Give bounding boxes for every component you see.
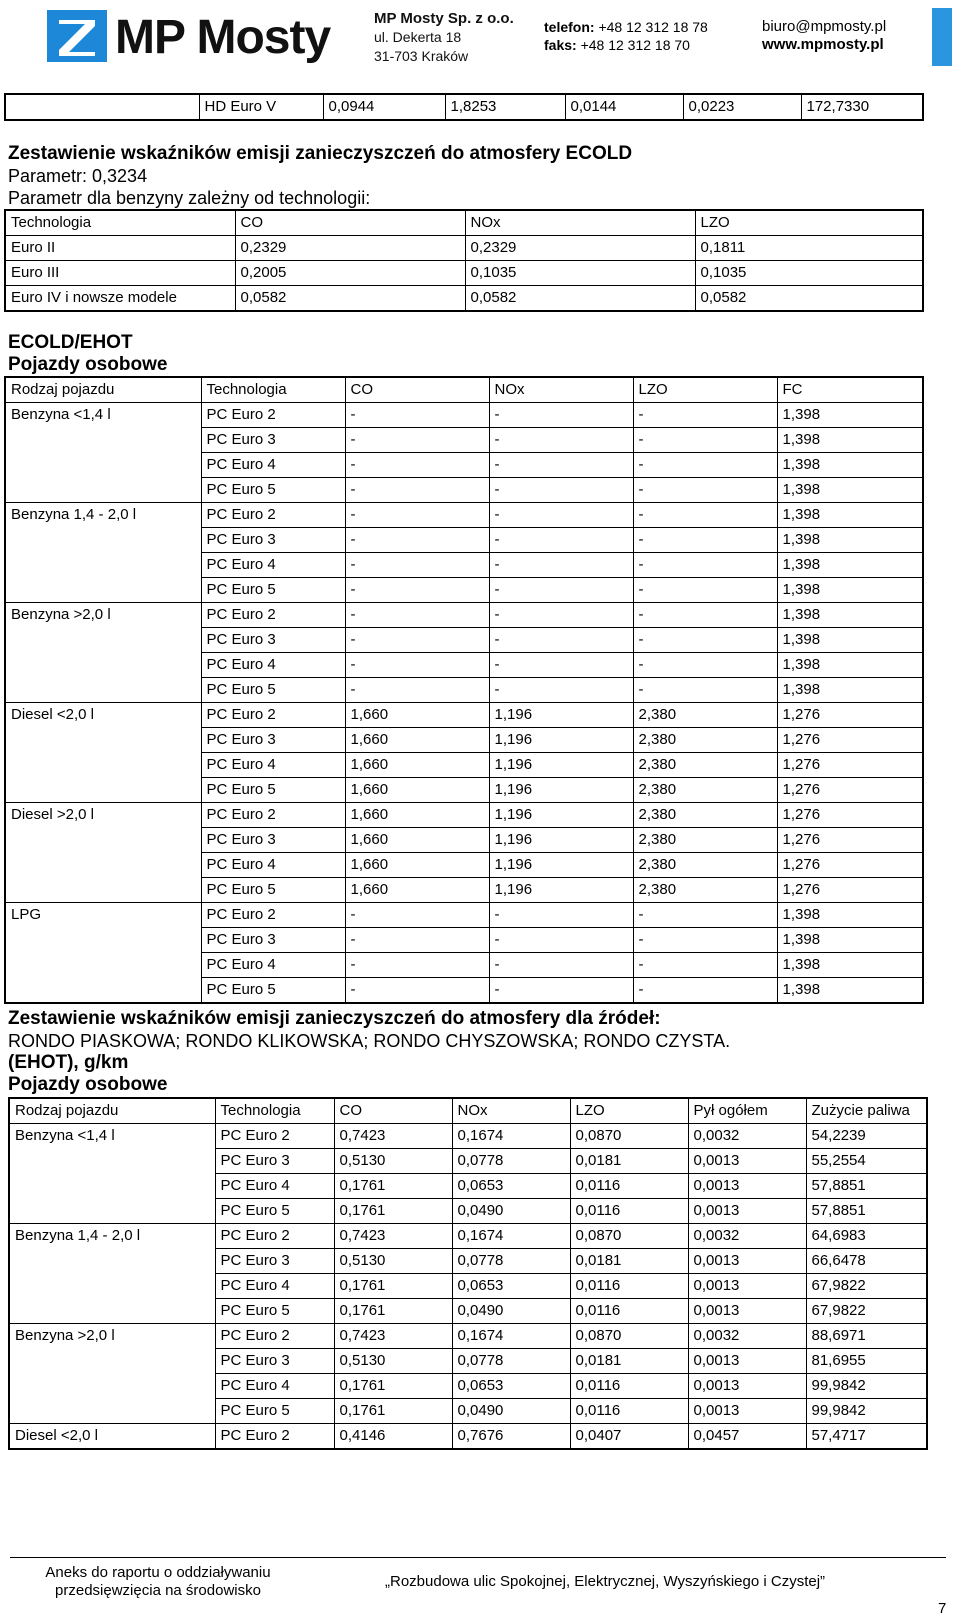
column-header: CO <box>334 1098 452 1124</box>
table-cell: 0,0116 <box>570 1299 688 1324</box>
hd-euro-v-row-table <box>4 93 924 121</box>
table-cell: 1,398 <box>777 628 923 653</box>
table-cell: 64,6983 <box>806 1224 927 1249</box>
table-cell: 0,0116 <box>570 1199 688 1224</box>
vehicle-type-cell: Diesel >2,0 l <box>5 803 201 903</box>
table-cell: 0,0032 <box>688 1324 806 1349</box>
contact-phones <box>544 18 708 54</box>
table-row <box>5 703 923 728</box>
table-cell: 1,196 <box>489 828 633 853</box>
table-header-row <box>9 1098 927 1124</box>
table-cell: 99,9842 <box>806 1374 927 1399</box>
table-cell: - <box>345 503 489 528</box>
table-cell: 0,7423 <box>334 1324 452 1349</box>
table-cell: - <box>345 678 489 703</box>
column-header: Zużycie paliwa <box>806 1098 927 1124</box>
vehicle-type-cell: Diesel <2,0 l <box>5 703 201 803</box>
table-row <box>5 903 923 928</box>
company-logo-text: MP Mosty <box>115 11 331 64</box>
table-cell: 0,2329 <box>465 236 695 261</box>
table-cell: - <box>489 478 633 503</box>
table-cell: 1,398 <box>777 603 923 628</box>
ratio-table <box>4 376 924 1004</box>
table-cell: 2,380 <box>633 728 777 753</box>
table-cell: 1,196 <box>489 878 633 903</box>
table-cell: - <box>345 953 489 978</box>
table-cell: PC Euro 5 <box>215 1299 334 1324</box>
ehot-unit: (EHOT), g/km <box>8 1052 129 1073</box>
table-cell: 0,0013 <box>688 1274 806 1299</box>
table-cell: - <box>345 403 489 428</box>
table-cell: PC Euro 4 <box>215 1374 334 1399</box>
table-cell: PC Euro 2 <box>201 703 345 728</box>
table-cell: 0,1761 <box>334 1374 452 1399</box>
table-cell: 1,8253 <box>445 94 565 120</box>
table-cell: 0,7423 <box>334 1224 452 1249</box>
column-header: LZO <box>695 210 923 236</box>
ratio-heading: ECOLD/EHOT <box>8 332 133 353</box>
table-cell: - <box>489 653 633 678</box>
table-cell: - <box>345 603 489 628</box>
table-cell: PC Euro 4 <box>201 653 345 678</box>
table-row <box>5 261 923 286</box>
table-cell: PC Euro 4 <box>215 1274 334 1299</box>
table-cell: 0,0653 <box>452 1174 570 1199</box>
table-cell: 0,0116 <box>570 1374 688 1399</box>
table-cell: 0,0116 <box>570 1399 688 1424</box>
table-cell: 0,7676 <box>452 1424 570 1450</box>
column-header: Technologia <box>201 377 345 403</box>
table-cell: 0,0407 <box>570 1424 688 1450</box>
table-cell: - <box>489 503 633 528</box>
fax-label: faks: <box>544 37 577 53</box>
table-cell: PC Euro 5 <box>201 878 345 903</box>
ehot-subheading: Pojazdy osobowe <box>8 1074 168 1095</box>
table-cell: - <box>489 578 633 603</box>
table-cell: 2,380 <box>633 853 777 878</box>
table-header-row <box>5 210 923 236</box>
column-header: NOx <box>489 377 633 403</box>
table-cell: - <box>345 928 489 953</box>
table-cell: 1,196 <box>489 778 633 803</box>
table-cell: PC Euro 4 <box>201 453 345 478</box>
ehot-table <box>8 1097 928 1450</box>
table-cell: 81,6955 <box>806 1349 927 1374</box>
contact-web <box>762 18 886 54</box>
table-cell: 0,1761 <box>334 1299 452 1324</box>
table-cell: 57,4717 <box>806 1424 927 1450</box>
table-cell: PC Euro 3 <box>201 728 345 753</box>
table-cell: 0,0013 <box>688 1349 806 1374</box>
table-cell: Euro II <box>5 236 235 261</box>
ecold-parametr: Parametr: 0,3234 <box>8 166 148 186</box>
table-cell: 0,1761 <box>334 1199 452 1224</box>
column-header: Technologia <box>5 210 235 236</box>
table-cell: 1,398 <box>777 478 923 503</box>
table-cell: 0,0653 <box>452 1374 570 1399</box>
table-cell: PC Euro 5 <box>201 678 345 703</box>
table-cell: 0,5130 <box>334 1149 452 1174</box>
table-cell: 0,0013 <box>688 1299 806 1324</box>
table-cell: 0,0032 <box>688 1224 806 1249</box>
table-cell: 1,398 <box>777 678 923 703</box>
table-cell: 0,1674 <box>452 1124 570 1149</box>
table-cell: 0,2005 <box>235 261 465 286</box>
table-cell: PC Euro 5 <box>215 1399 334 1424</box>
column-header: LZO <box>570 1098 688 1124</box>
table-cell: 1,398 <box>777 978 923 1004</box>
table-cell: 1,276 <box>777 753 923 778</box>
table-cell: 1,660 <box>345 878 489 903</box>
table-cell: 0,1035 <box>695 261 923 286</box>
table-cell: 1,276 <box>777 803 923 828</box>
table-cell: 57,8851 <box>806 1174 927 1199</box>
table-row <box>5 803 923 828</box>
table-cell: - <box>489 978 633 1004</box>
table-cell: PC Euro 2 <box>201 803 345 828</box>
table-cell: 172,7330 <box>801 94 923 120</box>
table-cell: - <box>489 628 633 653</box>
table-cell: PC Euro 2 <box>215 1424 334 1450</box>
table-cell: 1,276 <box>777 878 923 903</box>
table-cell: 1,660 <box>345 828 489 853</box>
table-cell: - <box>633 478 777 503</box>
table-cell: 1,398 <box>777 903 923 928</box>
vehicle-type-cell: Benzyna 1,4 - 2,0 l <box>9 1224 215 1324</box>
table-cell: - <box>489 403 633 428</box>
table-cell: 1,276 <box>777 728 923 753</box>
table-cell: 0,0490 <box>452 1199 570 1224</box>
vehicle-type-cell: Benzyna <1,4 l <box>5 403 201 503</box>
table-cell: 1,660 <box>345 728 489 753</box>
table-cell: - <box>633 428 777 453</box>
table-cell: 55,2554 <box>806 1149 927 1174</box>
table-cell: - <box>345 428 489 453</box>
company-logo-mark <box>47 10 107 62</box>
table-cell: 0,0032 <box>688 1124 806 1149</box>
table-cell: 1,398 <box>777 953 923 978</box>
table-cell: PC Euro 3 <box>201 428 345 453</box>
table-cell: 0,0490 <box>452 1299 570 1324</box>
table-cell: 0,1811 <box>695 236 923 261</box>
footer-left-text: Aneks do raportu o oddziaływaniu przedsięwzięcia na środowisko <box>45 1564 271 1599</box>
column-header: Rodzaj pojazdu <box>5 377 201 403</box>
table-cell: 0,0582 <box>235 286 465 312</box>
column-header: CO <box>345 377 489 403</box>
table-cell: - <box>345 628 489 653</box>
table-cell: PC Euro 3 <box>201 928 345 953</box>
table-cell: PC Euro 2 <box>201 503 345 528</box>
table-cell: - <box>633 503 777 528</box>
table-cell: - <box>489 928 633 953</box>
table-cell: 2,380 <box>633 778 777 803</box>
table-cell: 0,0582 <box>695 286 923 312</box>
table-cell: - <box>489 953 633 978</box>
company-city: 31-703 Kraków <box>374 48 469 64</box>
ratio-subheading: Pojazdy osobowe <box>8 354 168 375</box>
table-cell: PC Euro 2 <box>201 603 345 628</box>
table-cell: 1,660 <box>345 703 489 728</box>
table-cell: 0,0181 <box>570 1249 688 1274</box>
column-header: CO <box>235 210 465 236</box>
column-header: Technologia <box>215 1098 334 1124</box>
table-cell: - <box>633 678 777 703</box>
table-cell: 0,0013 <box>688 1174 806 1199</box>
table-cell: - <box>489 678 633 703</box>
table-cell: 0,0778 <box>452 1149 570 1174</box>
table-cell: - <box>489 903 633 928</box>
table-cell: 0,0778 <box>452 1249 570 1274</box>
table-cell: - <box>633 453 777 478</box>
table-cell: - <box>489 553 633 578</box>
header-accent-bar <box>932 8 952 66</box>
table-cell: - <box>633 953 777 978</box>
vehicle-type-cell: Diesel <2,0 l <box>9 1424 215 1450</box>
table-row <box>5 94 923 120</box>
table-cell: 0,0653 <box>452 1274 570 1299</box>
table-cell: 2,380 <box>633 703 777 728</box>
table-cell: 2,380 <box>633 803 777 828</box>
table-row <box>5 286 923 312</box>
table-cell: - <box>345 903 489 928</box>
table-cell: - <box>345 578 489 603</box>
table-cell: - <box>633 403 777 428</box>
table-cell: PC Euro 2 <box>215 1324 334 1349</box>
table-row <box>9 1224 927 1249</box>
table-cell: 1,276 <box>777 703 923 728</box>
table-cell: PC Euro 4 <box>215 1174 334 1199</box>
table-cell: 1,398 <box>777 578 923 603</box>
ecold-table <box>4 209 924 312</box>
table-row <box>9 1324 927 1349</box>
table-cell: 1,196 <box>489 728 633 753</box>
table-cell: 0,0013 <box>688 1399 806 1424</box>
table-cell: 88,6971 <box>806 1324 927 1349</box>
vehicle-type-cell: Benzyna >2,0 l <box>5 603 201 703</box>
table-cell: - <box>345 653 489 678</box>
table-cell: 1,398 <box>777 403 923 428</box>
table-cell: PC Euro 3 <box>215 1149 334 1174</box>
company-address <box>374 9 514 66</box>
table-cell: 0,0116 <box>570 1174 688 1199</box>
table-cell: 0,0778 <box>452 1349 570 1374</box>
table-cell: 0,0144 <box>565 94 683 120</box>
table-row <box>5 236 923 261</box>
table-cell: 1,276 <box>777 853 923 878</box>
table-cell: - <box>633 528 777 553</box>
footer-divider <box>10 1557 946 1558</box>
table-cell: 66,6478 <box>806 1249 927 1274</box>
table-cell: 1,398 <box>777 453 923 478</box>
table-cell: PC Euro 3 <box>215 1349 334 1374</box>
table-cell: - <box>345 553 489 578</box>
ehot-heading: Zestawienie wskaźników emisji zanieczyszczeń do atmosfery dla źródeł: <box>8 1008 661 1029</box>
table-cell: 67,9822 <box>806 1274 927 1299</box>
table-cell: 1,398 <box>777 503 923 528</box>
table-cell: 0,1035 <box>465 261 695 286</box>
column-header: LZO <box>633 377 777 403</box>
table-cell: PC Euro 5 <box>215 1199 334 1224</box>
table-cell: 0,0116 <box>570 1274 688 1299</box>
logo-z-icon <box>47 10 107 62</box>
table-cell: Euro IV i nowsze modele <box>11 289 177 306</box>
table-cell: 1,196 <box>489 853 633 878</box>
fax-number: +48 12 312 18 70 <box>580 37 690 53</box>
page-number: 7 <box>938 1600 947 1617</box>
table-cell: 0,0490 <box>452 1399 570 1424</box>
company-name: MP Mosty Sp. z o.o. <box>374 10 514 27</box>
email-link[interactable]: biuro@mpmosty.pl <box>762 18 887 35</box>
table-cell: HD Euro V <box>199 94 323 120</box>
table-cell: 0,1761 <box>334 1274 452 1299</box>
table-cell: 0,0457 <box>688 1424 806 1450</box>
table-cell: 0,0181 <box>570 1349 688 1374</box>
table-cell: 0,5130 <box>334 1249 452 1274</box>
table-cell: 1,660 <box>345 778 489 803</box>
table-cell: 0,2329 <box>235 236 465 261</box>
table-cell: PC Euro 2 <box>201 903 345 928</box>
table-cell: 1,660 <box>345 853 489 878</box>
table-cell: 2,380 <box>633 753 777 778</box>
table-cell: 1,276 <box>777 828 923 853</box>
phone-number: +48 12 312 18 78 <box>598 19 708 35</box>
table-cell: PC Euro 2 <box>215 1124 334 1149</box>
table-cell: PC Euro 4 <box>201 853 345 878</box>
website-link[interactable]: www.mpmosty.pl <box>762 36 884 53</box>
table-cell: 1,276 <box>777 778 923 803</box>
table-cell: - <box>633 603 777 628</box>
table-cell: 0,0013 <box>688 1374 806 1399</box>
table-cell: PC Euro 4 <box>201 753 345 778</box>
table-cell: - <box>345 478 489 503</box>
ehot-sources: RONDO PIASKOWA; RONDO KLIKOWSKA; RONDO CHYSZOWSKA; RONDO CZYSTA. <box>8 1031 731 1051</box>
table-cell: 1,398 <box>777 428 923 453</box>
table-cell: 0,0870 <box>570 1324 688 1349</box>
table-header-row <box>5 377 923 403</box>
table-cell: 0,1761 <box>334 1174 452 1199</box>
table-cell: 0,0013 <box>688 1149 806 1174</box>
ecold-heading: Zestawienie wskaźników emisji zanieczyszczeń do atmosfery ECOLD <box>8 143 633 164</box>
table-cell: PC Euro 3 <box>201 528 345 553</box>
table-cell: - <box>345 453 489 478</box>
table-cell: PC Euro 3 <box>201 828 345 853</box>
table-cell: PC Euro 3 <box>215 1249 334 1274</box>
column-header: NOx <box>452 1098 570 1124</box>
table-cell: 0,0582 <box>465 286 695 312</box>
table-cell: PC Euro 4 <box>201 953 345 978</box>
table-cell: PC Euro 3 <box>201 628 345 653</box>
table-cell: 0,0870 <box>570 1124 688 1149</box>
table-cell: 1,196 <box>489 753 633 778</box>
ecold-note: Parametr dla benzyny zależny od technologii: <box>8 188 371 208</box>
table-cell: PC Euro 5 <box>201 478 345 503</box>
table-cell: 0,1674 <box>452 1224 570 1249</box>
table-cell: 0,0870 <box>570 1224 688 1249</box>
table-cell: 1,398 <box>777 528 923 553</box>
table-cell: 0,1674 <box>452 1324 570 1349</box>
table-cell: - <box>345 978 489 1004</box>
table-cell: 0,0013 <box>688 1249 806 1274</box>
vehicle-type-cell: LPG <box>5 903 201 1004</box>
table-row <box>5 403 923 428</box>
table-cell: 1,196 <box>489 803 633 828</box>
table-cell: 54,2239 <box>806 1124 927 1149</box>
column-header: FC <box>777 377 923 403</box>
table-cell: - <box>489 453 633 478</box>
table-cell: PC Euro 5 <box>201 578 345 603</box>
table-cell: 1,660 <box>345 803 489 828</box>
phone-label: telefon: <box>544 19 595 35</box>
table-cell: 99,9842 <box>806 1399 927 1424</box>
table-row <box>5 603 923 628</box>
column-header: NOx <box>465 210 695 236</box>
table-cell: 1,398 <box>777 653 923 678</box>
table-cell: - <box>345 528 489 553</box>
table-cell: PC Euro 2 <box>201 403 345 428</box>
vehicle-type-cell: Benzyna <1,4 l <box>9 1124 215 1224</box>
table-cell: PC Euro 2 <box>215 1224 334 1249</box>
table-cell: - <box>633 653 777 678</box>
table-cell: PC Euro 5 <box>201 778 345 803</box>
table-cell: 0,1761 <box>334 1399 452 1424</box>
table-cell: 67,9822 <box>806 1299 927 1324</box>
table-cell: 0,0013 <box>688 1199 806 1224</box>
table-cell: 1,196 <box>489 703 633 728</box>
table-cell: PC Euro 5 <box>201 978 345 1004</box>
footer-project-title: „Rozbudowa ulic Spokojnej, Elektrycznej, Wyszyńskiego i Czystej” <box>385 1573 826 1590</box>
table-cell: 0,0944 <box>323 94 445 120</box>
column-header: Rodzaj pojazdu <box>9 1098 215 1124</box>
table-cell: 1,398 <box>777 928 923 953</box>
table-cell: - <box>633 903 777 928</box>
table-cell: PC Euro 4 <box>201 553 345 578</box>
table-cell: - <box>633 978 777 1004</box>
table-cell: 2,380 <box>633 878 777 903</box>
table-row <box>9 1424 927 1450</box>
company-street: ul. Dekerta 18 <box>374 29 462 45</box>
table-cell: - <box>489 528 633 553</box>
table-cell: Euro III <box>5 261 235 286</box>
table-cell: 0,4146 <box>334 1424 452 1450</box>
table-cell: 1,660 <box>345 753 489 778</box>
table-cell: - <box>633 578 777 603</box>
column-header: Pył ogółem <box>688 1098 806 1124</box>
table-cell: - <box>633 628 777 653</box>
table-cell: 0,0181 <box>570 1149 688 1174</box>
table-cell: - <box>633 553 777 578</box>
table-cell: 57,8851 <box>806 1199 927 1224</box>
vehicle-type-cell: Benzyna >2,0 l <box>9 1324 215 1424</box>
vehicle-type-cell: Benzyna 1,4 - 2,0 l <box>5 503 201 603</box>
table-cell: 2,380 <box>633 828 777 853</box>
table-cell: - <box>633 928 777 953</box>
table-cell: 0,5130 <box>334 1349 452 1374</box>
table-row <box>9 1124 927 1149</box>
table-row <box>5 503 923 528</box>
table-cell: 0,0223 <box>683 94 801 120</box>
table-cell: 0,7423 <box>334 1124 452 1149</box>
table-cell: 1,398 <box>777 553 923 578</box>
table-cell: - <box>489 428 633 453</box>
table-cell: - <box>489 603 633 628</box>
